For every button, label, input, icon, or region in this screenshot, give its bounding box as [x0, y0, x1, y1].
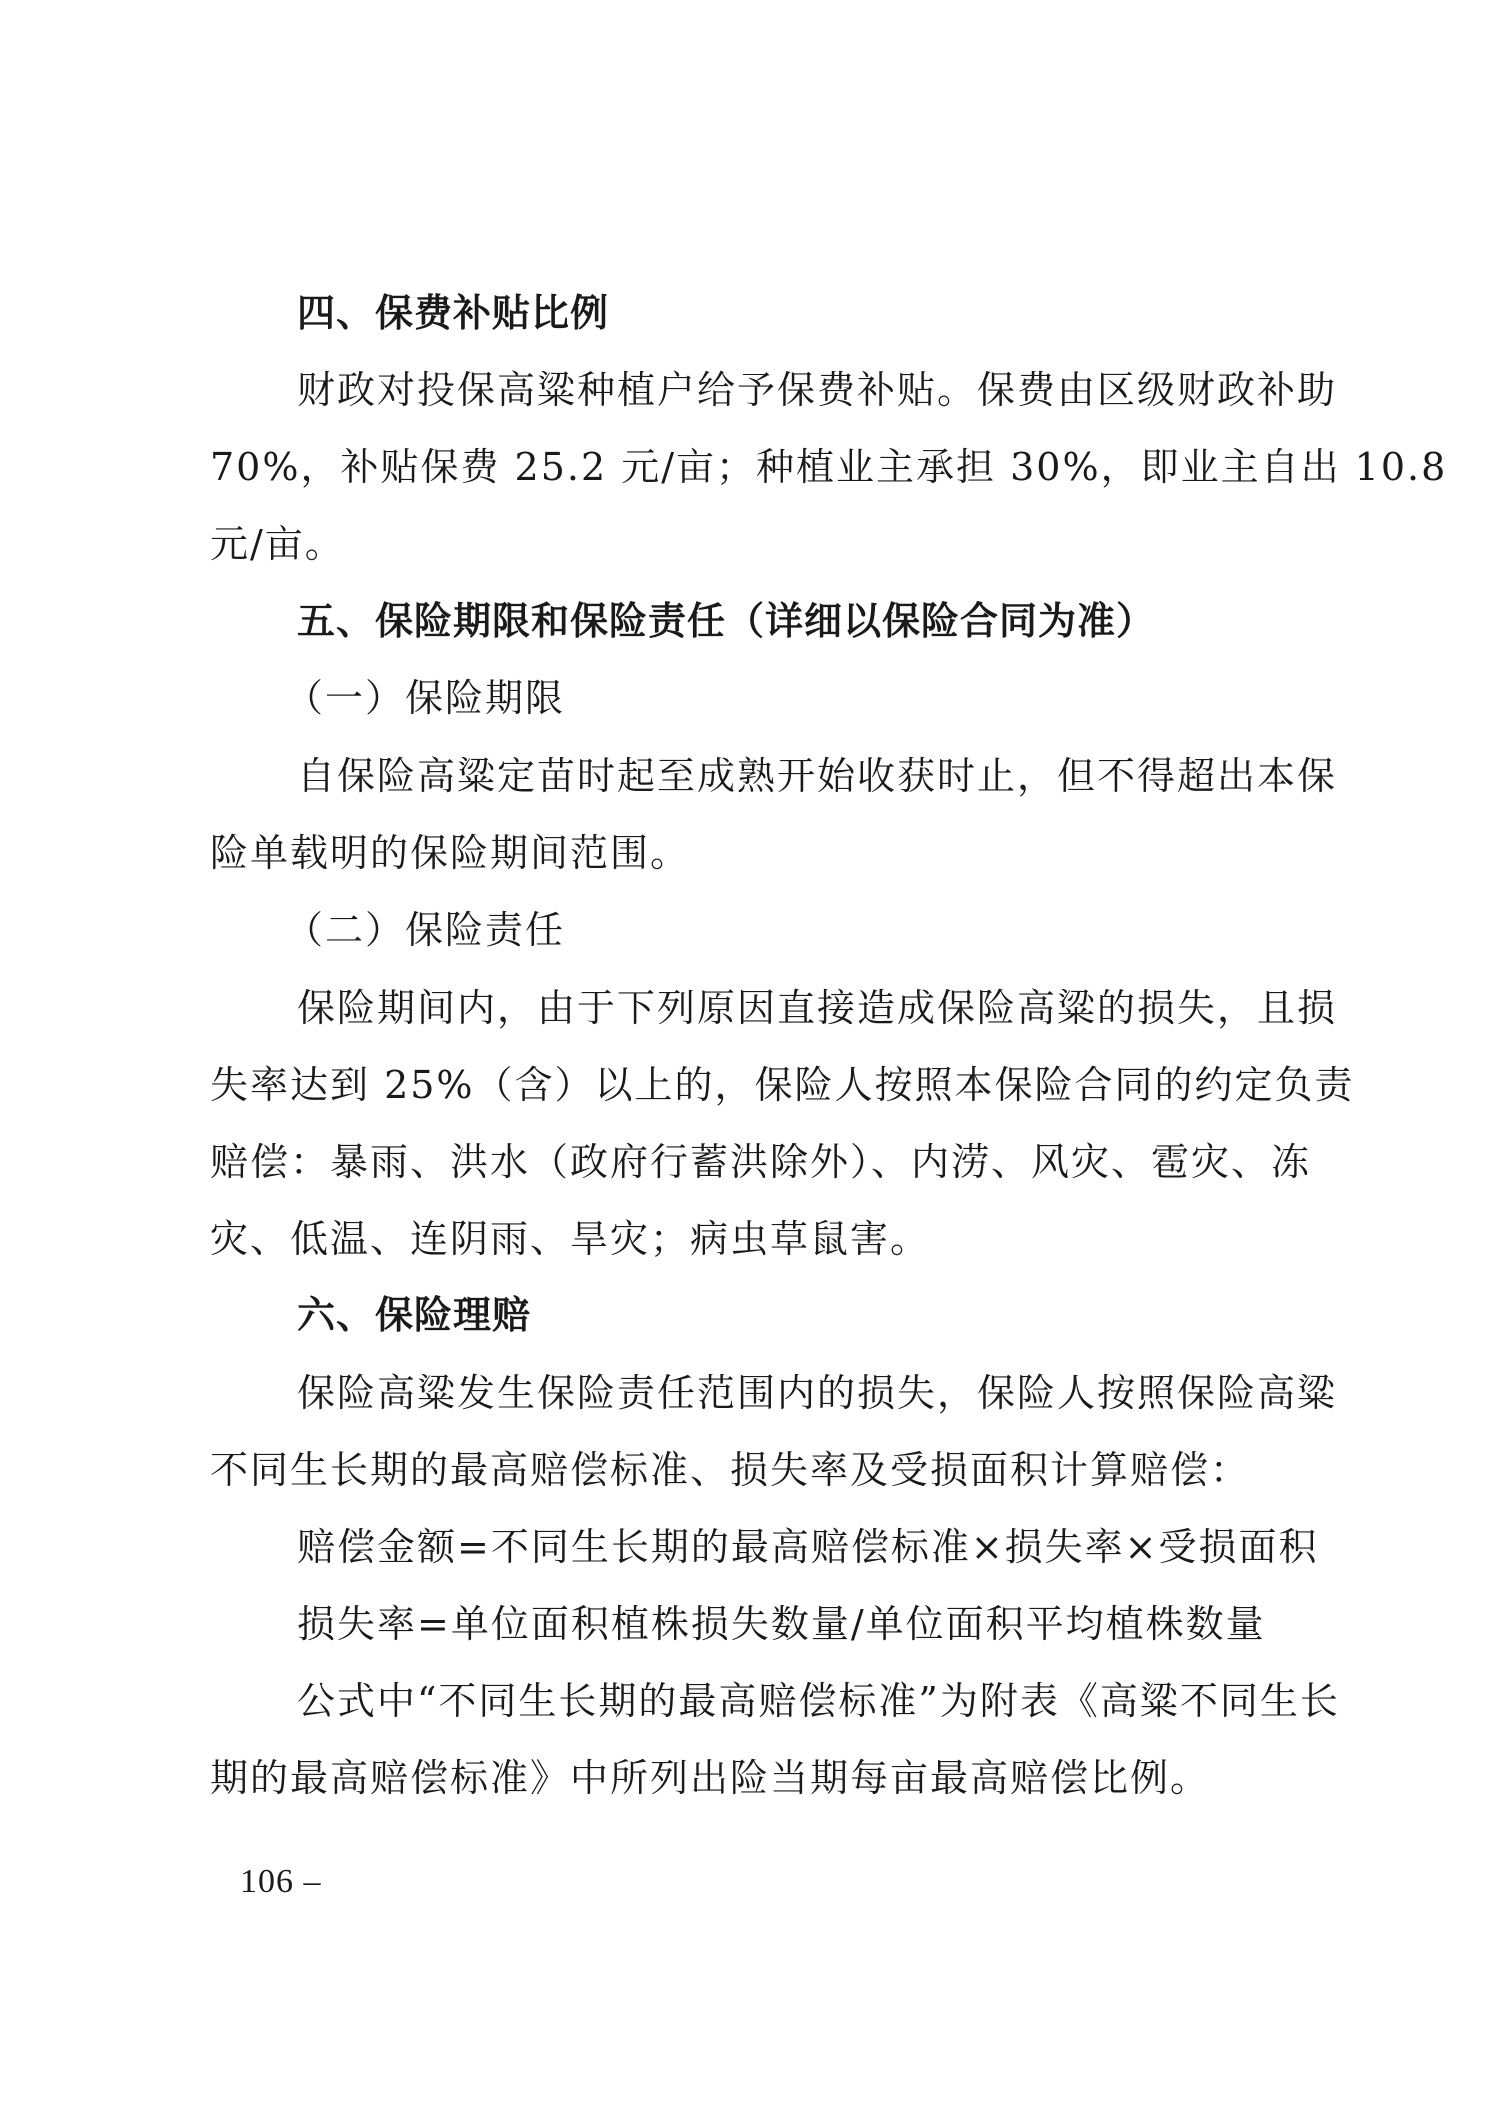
formula-loss-rate: 损失率=单位面积植株损失数量/单位面积平均植株数量 — [297, 1602, 1266, 1646]
paragraph-line: 险单载明的保险期间范围。 — [210, 831, 691, 875]
section-heading-premium-subsidy: 四、保费补贴比例 — [297, 291, 610, 335]
paragraph-line: 保险高粱发生保险责任范围内的损失，保险人按照保险高粱 — [297, 1371, 1338, 1415]
paragraph-line: 70%，补贴保费 25.2 元/亩；种植业主承担 30%，即业主自出 10.8 — [210, 445, 1448, 489]
page-number: 106 – — [240, 1863, 322, 1900]
section-heading-claims: 六、保险理赔 — [297, 1293, 532, 1337]
formula-compensation: 赔偿金额=不同生长期的最高赔偿标准×损失率×受损面积 — [297, 1525, 1319, 1569]
subsection-title-period: （一）保险期限 — [285, 676, 566, 720]
paragraph-line: 保险期间内，由于下列原因直接造成保险高粱的损失，且损 — [297, 986, 1338, 1030]
paragraph-line: 失率达到 25%（含）以上的，保险人按照本保险合同的约定负责 — [210, 1063, 1355, 1107]
paragraph-line: 期的最高赔偿标准》中所列出险当期每亩最高赔偿比例。 — [210, 1756, 1211, 1800]
subsection-title-liability: （二）保险责任 — [285, 908, 566, 952]
paragraph-line: 公式中“不同生长期的最高赔偿标准”为附表《高粱不同生长 — [297, 1679, 1340, 1723]
paragraph-line: 元/亩。 — [210, 522, 345, 566]
paragraph-line: 灾、低温、连阴雨、旱灾；病虫草鼠害。 — [210, 1217, 931, 1261]
section-heading-period-liability: 五、保险期限和保险责任（详细以保险合同为准） — [297, 599, 1156, 643]
paragraph-line: 自保险高粱定苗时起至成熟开始收获时止，但不得超出本保 — [297, 754, 1338, 798]
paragraph-line: 赔偿：暴雨、洪水（政府行蓄洪除外）、内涝、风灾、雹灾、冻 — [210, 1140, 1312, 1184]
paragraph-line: 不同生长期的最高赔偿标准、损失率及受损面积计算赔偿： — [210, 1448, 1251, 1492]
paragraph-line: 财政对投保高粱种植户给予保费补贴。保费由区级财政补助 — [297, 368, 1338, 412]
